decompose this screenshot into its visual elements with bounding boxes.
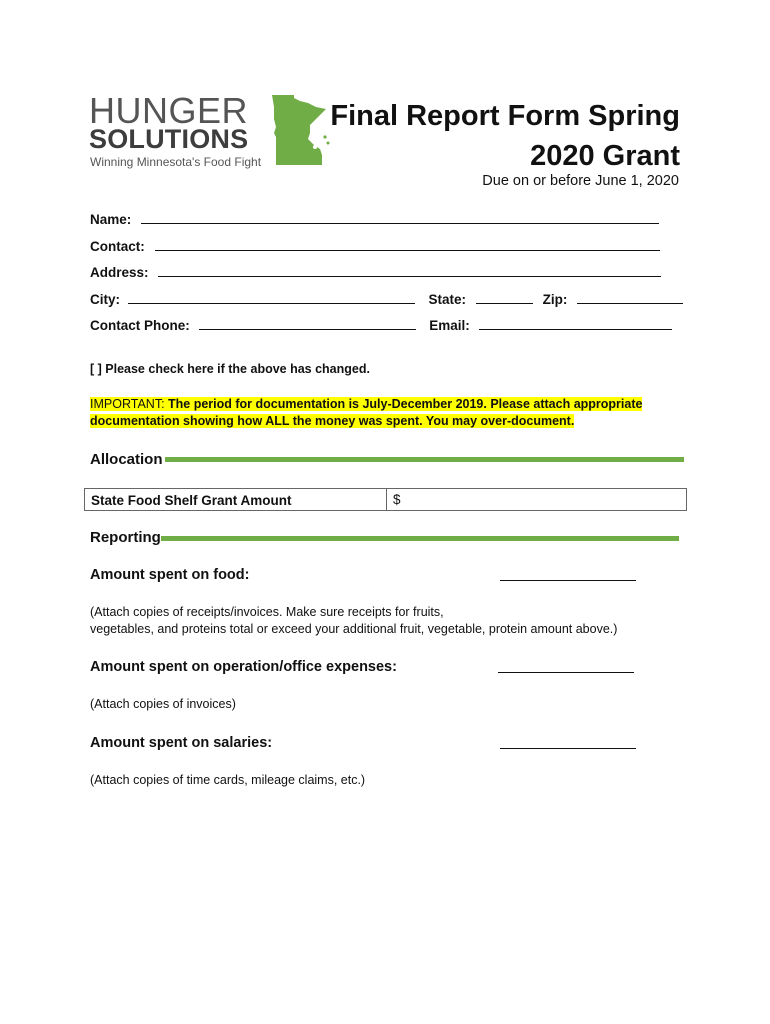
- food-amount-field[interactable]: [500, 580, 636, 581]
- zip-field[interactable]: [577, 292, 683, 304]
- important-label: IMPORTANT:: [90, 397, 169, 411]
- email-label: Email:: [429, 318, 470, 333]
- title-line-2: 2020 Grant: [530, 140, 680, 172]
- city-row: [90, 292, 683, 307]
- city-field[interactable]: [128, 292, 415, 304]
- salaries-note: (Attach copies of time cards, mileage claims, etc.): [90, 773, 366, 787]
- title-line-1: Final Report Form Spring: [330, 100, 680, 132]
- state-label: State:: [428, 292, 467, 307]
- allocation-table: [84, 488, 687, 511]
- important-notice: [90, 396, 650, 430]
- food-note-line-1: (Attach copies of receipts/invoices. Make sure receipts for fruits,: [90, 605, 444, 619]
- email-field[interactable]: [479, 318, 672, 330]
- food-note: [90, 604, 617, 638]
- address-row: [90, 265, 661, 280]
- salaries-amount-field[interactable]: [500, 748, 636, 749]
- reporting-heading: Reporting: [90, 529, 161, 546]
- address-label: Address:: [90, 265, 149, 280]
- grant-amount-value[interactable]: $: [393, 492, 401, 507]
- contact-label: Contact:: [90, 239, 145, 254]
- operation-amount-label: Amount spent on operation/office expenses:: [90, 659, 397, 675]
- address-field[interactable]: [158, 265, 661, 277]
- phone-email-row: [90, 318, 672, 333]
- operation-note: (Attach copies of invoices): [90, 697, 236, 711]
- allocation-divider: [165, 457, 684, 462]
- zip-label: Zip:: [542, 292, 568, 307]
- contact-phone-label: Contact Phone:: [90, 318, 190, 333]
- city-label: City:: [90, 292, 120, 307]
- logo-tagline: Winning Minnesota's Food Fight: [90, 155, 262, 169]
- grant-amount-label: State Food Shelf Grant Amount: [85, 489, 387, 510]
- name-row: [90, 212, 659, 227]
- contact-phone-field[interactable]: [199, 318, 416, 330]
- important-text: The period for documentation is July-December 2019. Please attach appropriate documentation showing how ALL the money was spent. You may over-document.: [90, 397, 643, 428]
- reporting-divider: [161, 536, 679, 541]
- contact-field[interactable]: [155, 239, 660, 251]
- hunger-solutions-logo: [88, 90, 334, 175]
- salaries-amount-label: Amount spent on salaries:: [90, 735, 273, 751]
- food-note-line-2: vegetables, and proteins total or exceed your additional fruit, vegetable, protein amount above.): [90, 622, 618, 636]
- logo-text-solutions: SOLUTIONS: [89, 124, 249, 154]
- changed-checkbox-row[interactable]: [ ] Please check here if the above has changed.: [90, 362, 370, 376]
- allocation-heading: Allocation: [90, 451, 163, 468]
- name-label: Name:: [90, 212, 132, 227]
- state-field[interactable]: [476, 292, 533, 304]
- page-title: [320, 96, 680, 176]
- due-date: Due on or before June 1, 2020: [482, 173, 679, 189]
- name-field[interactable]: [141, 212, 659, 224]
- contact-row: [90, 239, 660, 254]
- operation-amount-field[interactable]: [498, 672, 634, 673]
- food-amount-label: Amount spent on food:: [90, 567, 250, 583]
- logo-text-hunger: HUNGER: [89, 90, 249, 131]
